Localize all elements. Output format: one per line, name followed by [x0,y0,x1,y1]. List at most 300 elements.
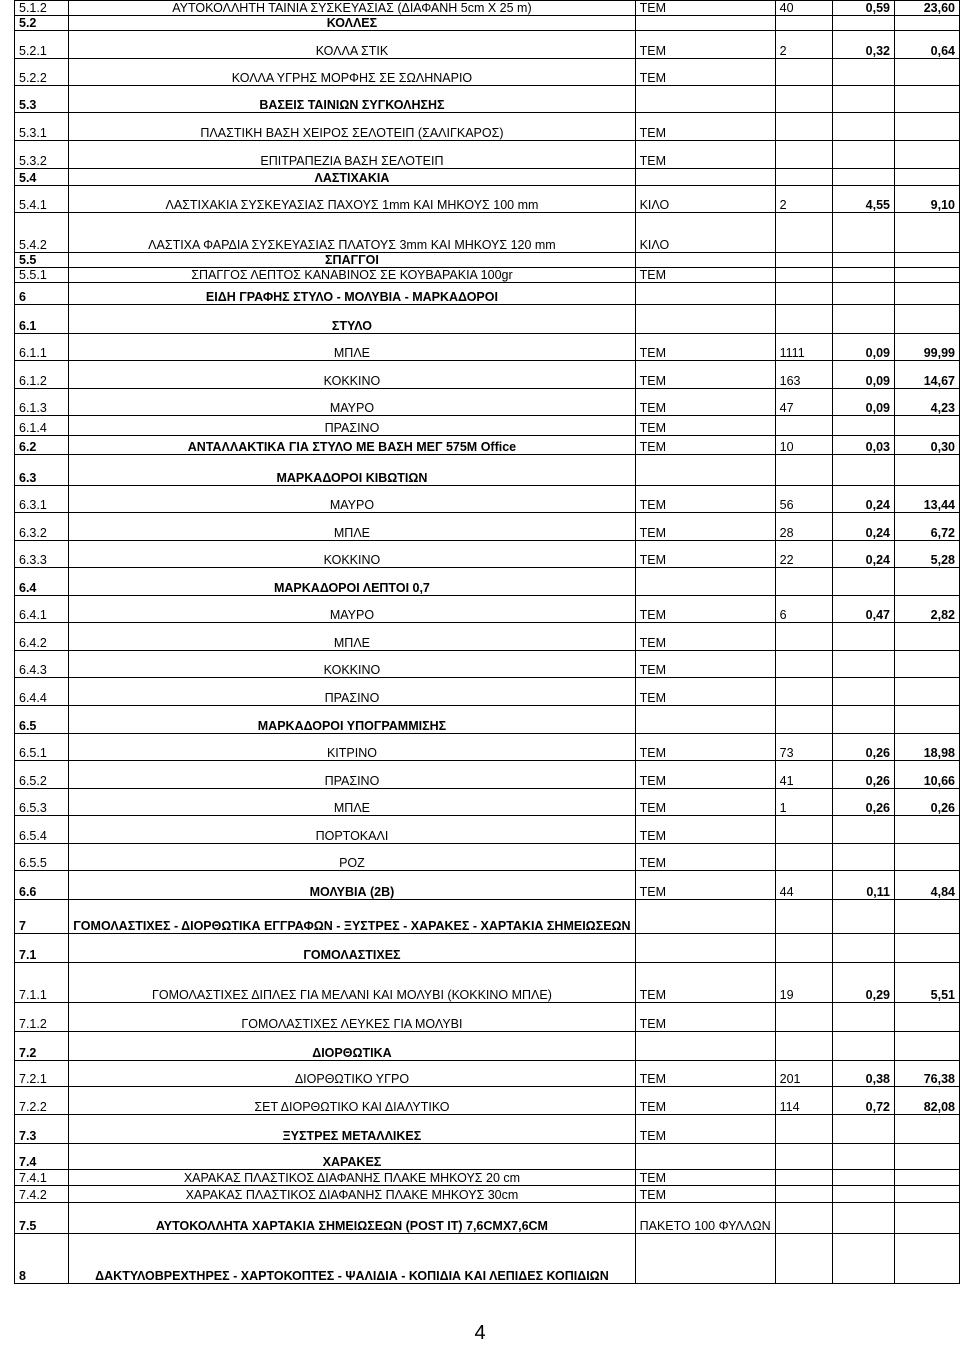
cell-total [894,900,959,934]
cell-unit [635,900,775,934]
cell-desc: ΠΛΑΣΤΙΚΗ ΒΑΣΗ ΧΕΙΡΟΣ ΣΕΛΟΤΕΙΠ (ΣΑΛΙΓΚΑΡΟΣ) [69,113,635,141]
cell-code: 5.2.2 [15,59,69,86]
cell-unit: ΤΕΜ [635,816,775,844]
cell-code: 5.3.2 [15,141,69,169]
cell-code: 6.1.4 [15,416,69,436]
cell-total [894,283,959,305]
cell-desc: ΛΑΣΤΙΧΑΚΙΑ ΣΥΣΚΕΥΑΣΙΑΣ ΠΑΧΟΥΣ 1mm ΚΑΙ ΜΗΚΟΥΣ 100 mm [69,186,635,213]
cell-qty [775,1003,833,1032]
cell-unit: ΤΕΜ [635,436,775,455]
cell-total [894,568,959,596]
cell-unit: ΤΕΜ [635,141,775,169]
table-row [15,213,960,253]
cell-unit: ΤΕΜ [635,59,775,86]
cell-price [833,1144,895,1170]
cell-desc: ΜΠΛΕ [69,513,635,541]
cell-desc: ΜΑΥΡΟ [69,596,635,623]
cell-price: 4,55 [833,186,895,213]
cell-qty [775,651,833,678]
cell-code: 5.5 [15,253,69,268]
table-row [15,678,960,706]
cell-total [894,141,959,169]
cell-desc: ΚΟΛΛΕΣ [69,16,635,31]
cell-unit: ΤΕΜ [635,113,775,141]
cell-total [894,213,959,253]
cell-desc: ΠΡΑΣΙΝΟ [69,761,635,789]
cell-price: 0,09 [833,361,895,389]
cell-total [894,1144,959,1170]
cell-total: 0,64 [894,31,959,59]
cell-qty [775,844,833,871]
cell-price: 0,09 [833,389,895,416]
table-row [15,16,960,31]
table-row [15,416,960,436]
cell-desc: ΔΙΟΡΘΩΤΙΚΑ [69,1032,635,1061]
cell-desc: ΧΑΡΑΚΕΣ [69,1144,635,1170]
cell-qty [775,213,833,253]
cell-unit: ΚΙΛΟ [635,186,775,213]
cell-price [833,1032,895,1061]
cell-code: 5.1.2 [15,1,69,16]
cell-total: 82,08 [894,1087,959,1115]
cell-total: 76,38 [894,1061,959,1087]
cell-total [894,706,959,734]
table-row [15,871,960,900]
cell-unit [635,283,775,305]
table-row [15,169,960,186]
cell-unit [635,305,775,334]
table-row [15,568,960,596]
cell-price [833,268,895,283]
cell-unit [635,86,775,113]
table-row [15,31,960,59]
cell-qty: 1111 [775,334,833,361]
cell-qty: 44 [775,871,833,900]
cell-desc: ΜΠΛΕ [69,623,635,651]
table-row [15,59,960,86]
cell-unit: ΠΑΚΕΤΟ 100 ΦΥΛΛΩΝ [635,1203,775,1234]
cell-price [833,305,895,334]
cell-code: 5.4.2 [15,213,69,253]
cell-qty: 1 [775,789,833,816]
table-row [15,186,960,213]
cell-price: 0,11 [833,871,895,900]
cell-desc: ΧΑΡΑΚΑΣ ΠΛΑΣΤΙΚΟΣ ΔΙΑΦΑΝΗΣ ΠΛΑΚΕ ΜΗΚΟΥΣ 30cm [69,1186,635,1203]
cell-desc: ΑΝΤΑΛΛΑΚΤΙΚΑ ΓΙΑ ΣΤΥΛΟ ΜΕ ΒΑΣΗ ΜΕΓ 575M Office [69,436,635,455]
cell-qty [775,1032,833,1061]
cell-desc: ΜΟΛΥΒΙΑ (2Β) [69,871,635,900]
cell-unit [635,706,775,734]
cell-qty: 10 [775,436,833,455]
cell-unit: ΤΕΜ [635,651,775,678]
cell-unit: ΤΕΜ [635,334,775,361]
cell-desc: ΓΟΜΟΛΑΣΤΙΧΕΣ [69,934,635,963]
cell-price [833,934,895,963]
cell-qty [775,934,833,963]
cell-code: 6.5.5 [15,844,69,871]
cell-total [894,844,959,871]
table-row [15,934,960,963]
cell-price: 0,24 [833,513,895,541]
cell-unit: ΤΕΜ [635,1,775,16]
cell-total [894,816,959,844]
cell-total: 18,98 [894,734,959,761]
cell-code: 6.3.2 [15,513,69,541]
cell-qty [775,1234,833,1284]
cell-desc: ΔΙΟΡΘΩΤΙΚΟ ΥΓΡΟ [69,1061,635,1087]
cell-qty [775,253,833,268]
cell-qty: 201 [775,1061,833,1087]
table-row [15,86,960,113]
cell-qty: 47 [775,389,833,416]
table-row [15,1115,960,1144]
cell-code: 6.3.1 [15,486,69,513]
cell-code: 5.3 [15,86,69,113]
cell-price: 0,26 [833,789,895,816]
cell-qty [775,816,833,844]
cell-desc: ΚΟΚΚΙΝΟ [69,361,635,389]
cell-code: 6.6 [15,871,69,900]
table-row [15,1234,960,1284]
cell-total: 10,66 [894,761,959,789]
cell-total [894,623,959,651]
cell-price [833,844,895,871]
cell-total: 13,44 [894,486,959,513]
cell-desc: ΣΠΑΓΓΟΙ [69,253,635,268]
cell-price [833,623,895,651]
cell-qty [775,1115,833,1144]
cell-qty: 163 [775,361,833,389]
cell-total [894,253,959,268]
table-row [15,1087,960,1115]
cell-unit: ΤΕΜ [635,541,775,568]
cell-qty [775,16,833,31]
cell-total [894,1234,959,1284]
cell-qty [775,1144,833,1170]
cell-code: 7.5 [15,1203,69,1234]
cell-price [833,706,895,734]
cell-code: 6.4.1 [15,596,69,623]
cell-desc: ΜΑΡΚΑΔΟΡΟΙ ΚΙΒΩΤΙΩΝ [69,455,635,486]
cell-desc: ΛΑΣΤΙΧΑ ΦΑΡΔΙΑ ΣΥΣΚΕΥΑΣΙΑΣ ΠΛΑΤΟΥΣ 3mm ΚΑΙ ΜΗΚΟΥΣ 120 mm [69,213,635,253]
cell-total [894,268,959,283]
cell-total: 2,82 [894,596,959,623]
table-row [15,541,960,568]
cell-qty [775,416,833,436]
cell-unit: ΤΕΜ [635,486,775,513]
cell-unit: ΤΕΜ [635,1170,775,1186]
table-row [15,513,960,541]
cell-qty [775,86,833,113]
cell-price [833,416,895,436]
cell-qty [775,283,833,305]
cell-code: 6.1.2 [15,361,69,389]
table-row [15,1032,960,1061]
cell-desc: ΚΟΚΚΙΝΟ [69,541,635,568]
cell-qty: 22 [775,541,833,568]
cell-code: 7 [15,900,69,934]
cell-unit: ΤΕΜ [635,623,775,651]
cell-total [894,305,959,334]
cell-total: 0,26 [894,789,959,816]
cell-code: 6.4.2 [15,623,69,651]
cell-unit: ΤΕΜ [635,361,775,389]
cell-qty [775,706,833,734]
cell-unit: ΤΕΜ [635,31,775,59]
cell-desc: ΚΟΛΛΑ ΣΤΙΚ [69,31,635,59]
cell-price [833,900,895,934]
table-row [15,283,960,305]
table-row [15,1061,960,1087]
cell-price [833,16,895,31]
cell-total: 4,23 [894,389,959,416]
page-number: 4 [474,1322,486,1344]
cell-unit: ΤΕΜ [635,963,775,1003]
cell-total [894,86,959,113]
cell-desc: ΣΕΤ ΔΙΟΡΘΩΤΙΚΟ ΚΑΙ ΔΙΑΛΥΤΙΚΟ [69,1087,635,1115]
cell-total [894,455,959,486]
cell-price [833,86,895,113]
cell-total [894,678,959,706]
cell-code: 7.3 [15,1115,69,1144]
cell-qty [775,678,833,706]
cell-code: 6.1.3 [15,389,69,416]
cell-code: 6.1 [15,305,69,334]
cell-desc: ΠΡΑΣΙΝΟ [69,678,635,706]
cell-code: 6 [15,283,69,305]
cell-unit [635,169,775,186]
cell-price: 0,03 [833,436,895,455]
table-row [15,734,960,761]
cell-unit: ΤΕΜ [635,513,775,541]
cell-desc: ΞΥΣΤΡΕΣ ΜΕΤΑΛΛΙΚΕΣ [69,1115,635,1144]
cell-price: 0,29 [833,963,895,1003]
cell-qty [775,59,833,86]
cell-desc: ΣΤΥΛΟ [69,305,635,334]
table-row [15,596,960,623]
cell-total [894,1170,959,1186]
cell-unit: ΤΕΜ [635,268,775,283]
cell-total: 5,28 [894,541,959,568]
cell-code: 5.2 [15,16,69,31]
cell-price: 0,24 [833,486,895,513]
cell-qty: 19 [775,963,833,1003]
cell-price: 0,47 [833,596,895,623]
cell-code: 6.4.3 [15,651,69,678]
cell-unit: ΤΕΜ [635,1087,775,1115]
cell-code: 7.4 [15,1144,69,1170]
cell-code: 6.2 [15,436,69,455]
cell-desc: ΧΑΡΑΚΑΣ ΠΛΑΣΤΙΚΟΣ ΔΙΑΦΑΝΗΣ ΠΛΑΚΕ ΜΗΚΟΥΣ 20 cm [69,1170,635,1186]
cell-code: 6.5.3 [15,789,69,816]
cell-qty: 28 [775,513,833,541]
cell-code: 6.3.3 [15,541,69,568]
cell-qty: 114 [775,1087,833,1115]
cell-desc: ΓΟΜΟΛΑΣΤΙΧΕΣ ΔΙΠΛΕΣ ΓΙΑ ΜΕΛΑΝΙ ΚΑΙ ΜΟΛΥΒΙ (ΚΟΚΚΙΝΟ ΜΠΛΕ) [69,963,635,1003]
cell-price [833,113,895,141]
cell-qty [775,169,833,186]
cell-code: 5.4.1 [15,186,69,213]
table-row [15,623,960,651]
cell-desc: ΣΠΑΓΓΟΣ ΛΕΠΤΟΣ ΚΑΝΑΒΙΝΟΣ ΣΕ ΚΟΥΒΑΡΑΚΙΑ 100gr [69,268,635,283]
cell-unit: ΤΕΜ [635,596,775,623]
cell-unit [635,16,775,31]
cell-desc: ΜΑΥΡΟ [69,486,635,513]
cell-code: 6.1.1 [15,334,69,361]
cell-code: 7.2.1 [15,1061,69,1087]
cell-code: 7.1.2 [15,1003,69,1032]
cell-price [833,678,895,706]
cell-code: 8 [15,1234,69,1284]
cell-qty: 40 [775,1,833,16]
cell-qty: 41 [775,761,833,789]
cell-code: 5.5.1 [15,268,69,283]
cell-desc: ΕΙΔΗ ΓΡΑΦΗΣ ΣΤΥΛΟ - ΜΟΛΥΒΙΑ - ΜΑΡΚΑΔΟΡΟΙ [69,283,635,305]
price-table-body [15,1,960,1284]
cell-desc: ΜΑΡΚΑΔΟΡΟΙ ΛΕΠΤΟΙ 0,7 [69,568,635,596]
cell-unit [635,1032,775,1061]
cell-unit: ΤΕΜ [635,761,775,789]
cell-desc: ΠΟΡΤΟΚΑΛΙ [69,816,635,844]
cell-code: 5.2.1 [15,31,69,59]
cell-code: 5.3.1 [15,113,69,141]
table-row [15,113,960,141]
cell-qty [775,1170,833,1186]
cell-code: 6.5.2 [15,761,69,789]
cell-total [894,1186,959,1203]
cell-unit: ΤΕΜ [635,1061,775,1087]
cell-total [894,113,959,141]
cell-price [833,816,895,844]
table-row [15,253,960,268]
cell-qty [775,268,833,283]
cell-code: 7.4.1 [15,1170,69,1186]
cell-qty [775,1203,833,1234]
cell-price [833,1203,895,1234]
cell-total [894,934,959,963]
cell-price [833,1186,895,1203]
cell-qty [775,568,833,596]
cell-desc: ΚΟΚΚΙΝΟ [69,651,635,678]
cell-price [833,455,895,486]
cell-qty [775,900,833,934]
cell-unit: ΤΕΜ [635,789,775,816]
table-row [15,761,960,789]
cell-qty: 6 [775,596,833,623]
cell-price [833,141,895,169]
cell-unit: ΤΕΜ [635,678,775,706]
cell-total [894,1203,959,1234]
cell-desc: ΕΠΙΤΡΑΠΕΖΙΑ ΒΑΣΗ ΣΕΛΟΤΕΙΠ [69,141,635,169]
cell-unit: ΤΕΜ [635,416,775,436]
table-row [15,1,960,16]
cell-total: 6,72 [894,513,959,541]
cell-code: 7.1 [15,934,69,963]
cell-unit [635,253,775,268]
cell-price [833,283,895,305]
cell-total [894,169,959,186]
table-row [15,436,960,455]
table-row [15,389,960,416]
table-row [15,305,960,334]
cell-desc: ΡΟΖ [69,844,635,871]
cell-unit [635,1144,775,1170]
table-row [15,1203,960,1234]
cell-code: 6.5.4 [15,816,69,844]
cell-price: 0,32 [833,31,895,59]
table-row [15,334,960,361]
cell-price: 0,26 [833,761,895,789]
cell-total [894,1115,959,1144]
table-row [15,706,960,734]
table-row [15,141,960,169]
table-row [15,1144,960,1170]
table-row [15,844,960,871]
cell-desc: ΑΥΤΟΚΟΛΛΗΤΗ ΤΑΙΝΙΑ ΣΥΣΚΕΥΑΣΙΑΣ (ΔΙΑΦΑΝΗ 5cm X 25 m) [69,1,635,16]
cell-unit: ΤΕΜ [635,1003,775,1032]
cell-price: 0,38 [833,1061,895,1087]
cell-qty [775,305,833,334]
price-table [14,0,960,1284]
cell-desc: ΜΑΥΡΟ [69,389,635,416]
cell-price: 0,24 [833,541,895,568]
cell-unit: ΤΕΜ [635,389,775,416]
cell-desc: ΑΥΤΟΚΟΛΛΗΤΑ ΧΑΡΤΑΚΙΑ ΣΗΜΕΙΩΣΕΩΝ (POST IT) 7,6CMX7,6CM [69,1203,635,1234]
cell-desc: ΚΟΛΛΑ ΥΓΡΗΣ ΜΟΡΦΗΣ ΣΕ ΣΩΛΗΝΑΡΙΟ [69,59,635,86]
cell-unit [635,934,775,963]
cell-unit: ΤΕΜ [635,871,775,900]
cell-code: 6.5.1 [15,734,69,761]
cell-unit: ΤΕΜ [635,1115,775,1144]
cell-desc: ΔΑΚΤΥΛΟΒΡΕΧΤΗΡΕΣ - ΧΑΡΤΟΚΟΠΤΕΣ - ΨΑΛΙΔΙΑ - ΚΟΠΙΔΙΑ ΚΑΙ ΛΕΠΙΔΕΣ ΚΟΠΙΔΙΩΝ [69,1234,635,1284]
cell-desc: ΓΟΜΟΛΑΣΤΙΧΕΣ ΛΕΥΚΕΣ ΓΙΑ ΜΟΛΥΒΙ [69,1003,635,1032]
cell-price: 0,26 [833,734,895,761]
cell-total: 0,30 [894,436,959,455]
cell-total: 4,84 [894,871,959,900]
table-row [15,963,960,1003]
table-row [15,816,960,844]
cell-total [894,651,959,678]
cell-price: 0,72 [833,1087,895,1115]
cell-desc: ΓΟΜΟΛΑΣΤΙΧΕΣ - ΔΙΟΡΘΩΤΙΚΑ ΕΓΓΡΑΦΩΝ - ΞΥΣΤΡΕΣ - ΧΑΡΑΚΕΣ - ΧΑΡΤΑΚΙΑ ΣΗΜΕΙΩΣΕΩΝ [69,900,635,934]
cell-qty: 73 [775,734,833,761]
cell-qty [775,623,833,651]
table-row [15,455,960,486]
cell-price [833,651,895,678]
cell-total [894,1032,959,1061]
table-row [15,789,960,816]
cell-code: 7.1.1 [15,963,69,1003]
cell-code: 6.4 [15,568,69,596]
cell-desc: ΠΡΑΣΙΝΟ [69,416,635,436]
cell-unit: ΤΕΜ [635,734,775,761]
cell-price: 0,59 [833,1,895,16]
table-row [15,900,960,934]
table-row [15,1170,960,1186]
table-row [15,361,960,389]
cell-total: 5,51 [894,963,959,1003]
cell-total [894,416,959,436]
cell-code: 7.2 [15,1032,69,1061]
cell-code: 6.5 [15,706,69,734]
cell-qty [775,1186,833,1203]
cell-price [833,253,895,268]
cell-code: 7.4.2 [15,1186,69,1203]
cell-qty [775,113,833,141]
cell-unit [635,1234,775,1284]
cell-price [833,1115,895,1144]
cell-price [833,59,895,86]
